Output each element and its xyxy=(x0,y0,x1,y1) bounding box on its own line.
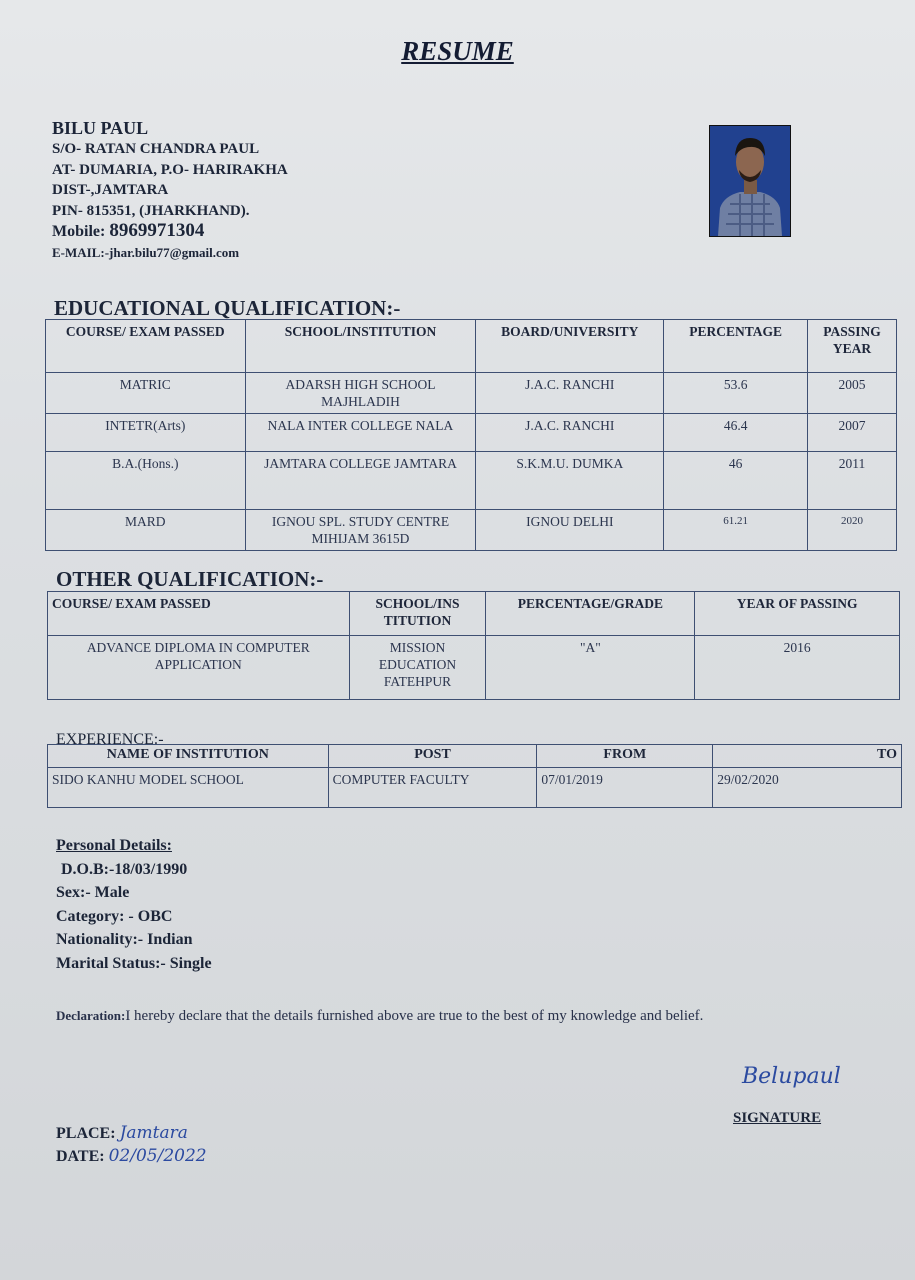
mobile-line xyxy=(52,221,288,243)
column-header: SCHOOL/INS TITUTION xyxy=(349,592,486,636)
address-line: PIN- 815351, (JHARKHAND). xyxy=(52,202,250,219)
table-cell: 07/01/2019 xyxy=(537,768,713,808)
place-date-block xyxy=(56,1122,207,1168)
education-heading: EDUCATIONAL QUALIFICATION:- xyxy=(54,296,401,320)
table-cell: 29/02/2020 xyxy=(713,768,902,808)
table-row xyxy=(46,510,897,551)
table-cell: 2005 xyxy=(808,373,897,414)
table-row xyxy=(48,768,902,808)
other-qualification-heading: OTHER QUALIFICATION:- xyxy=(56,567,324,591)
signature-label: SIGNATURE xyxy=(733,1110,822,1126)
contact-header xyxy=(52,117,288,263)
table-row xyxy=(46,452,897,510)
personal-item: D.O.B:-18/03/1990 xyxy=(61,860,188,878)
experience-heading: EXPERIENCE:- xyxy=(56,731,164,748)
table-header-row xyxy=(48,592,900,636)
date-label: DATE: xyxy=(56,1148,105,1165)
column-header: TO xyxy=(713,745,902,768)
table-cell: NALA INTER COLLEGE NALA xyxy=(245,414,476,452)
email-line: E-MAIL:-jhar.bilu77@gmail.com xyxy=(52,244,240,260)
column-header: POST xyxy=(328,745,537,768)
page-title: RESUME xyxy=(401,36,514,66)
table-cell: INTETR(Arts) xyxy=(46,414,246,452)
education-table xyxy=(45,319,897,551)
table-cell: COMPUTER FACULTY xyxy=(328,768,537,808)
profile-photo xyxy=(709,125,791,237)
experience-table xyxy=(47,744,902,808)
mobile-label: Mobile: xyxy=(52,223,106,240)
column-header: SCHOOL/INSTITUTION xyxy=(245,320,476,373)
table-cell: ADVANCE DIPLOMA IN COMPUTER APPLICATION xyxy=(48,636,350,700)
other-qualification-table xyxy=(47,591,900,700)
table-cell: MARD xyxy=(46,510,246,551)
table-cell: 2020 xyxy=(808,510,897,551)
table-cell: IGNOU DELHI xyxy=(476,510,664,551)
place-label: PLACE: xyxy=(56,1125,116,1142)
column-header: NAME OF INSTITUTION xyxy=(48,745,329,768)
table-cell: S.K.M.U. DUMKA xyxy=(476,452,664,510)
table-header-row xyxy=(48,745,902,768)
table-cell: ADARSH HIGH SCHOOL MAJHLADIH xyxy=(245,373,476,414)
table-cell: MISSION EDUCATION FATEHPUR xyxy=(349,636,486,700)
table-cell: 2016 xyxy=(695,636,900,700)
column-header: PASSING YEAR xyxy=(808,320,897,373)
personal-item: Nationality:- Indian xyxy=(56,931,193,948)
column-header: COURSE/ EXAM PASSED xyxy=(48,592,350,636)
person-photo-icon xyxy=(710,126,790,236)
table-cell: "A" xyxy=(486,636,695,700)
personal-details xyxy=(56,834,212,975)
declaration-text: I hereby declare that the details furnished above are true to the best of my knowledge and belief. xyxy=(125,1008,704,1024)
table-cell: MATRIC xyxy=(46,373,246,414)
handwritten-signature: Belupaul xyxy=(742,1064,841,1089)
personal-item: Marital Status:- Single xyxy=(56,954,212,972)
column-header: BOARD/UNIVERSITY xyxy=(476,320,664,373)
column-header: COURSE/ EXAM PASSED xyxy=(46,320,246,373)
column-header: PERCENTAGE/GRADE xyxy=(486,592,695,636)
table-row xyxy=(46,373,897,414)
column-header: YEAR OF PASSING xyxy=(695,592,900,636)
table-header-row xyxy=(46,320,897,373)
table-cell: JAMTARA COLLEGE JAMTARA xyxy=(245,452,476,510)
mobile-number: 8969971304 xyxy=(109,220,205,241)
date-value: 02/05/2022 xyxy=(108,1146,207,1166)
address-line: AT- DUMARIA, P.O- HARIRAKHA xyxy=(52,161,288,178)
table-cell: 2011 xyxy=(808,452,897,510)
table-row xyxy=(46,414,897,452)
table-cell: 46 xyxy=(664,452,808,510)
table-cell: J.A.C. RANCHI xyxy=(476,373,664,414)
personal-item: Sex:- Male xyxy=(56,884,130,901)
applicant-name: BILU PAUL xyxy=(52,118,149,138)
declaration xyxy=(56,1008,703,1025)
declaration-label: Declaration: xyxy=(56,1008,126,1023)
table-cell: 46.4 xyxy=(664,414,808,452)
address-line: S/O- RATAN CHANDRA PAUL xyxy=(52,141,260,157)
table-cell: IGNOU SPL. STUDY CENTRE MIHIJAM 3615D xyxy=(245,510,476,551)
column-header: PERCENTAGE xyxy=(664,320,808,373)
address-line: DIST-,JAMTARA xyxy=(52,182,169,198)
table-cell: J.A.C. RANCHI xyxy=(476,414,664,452)
table-cell: B.A.(Hons.) xyxy=(46,452,246,510)
column-header: FROM xyxy=(537,745,713,768)
table-cell: 2007 xyxy=(808,414,897,452)
personal-item: Category: - OBC xyxy=(56,907,173,925)
personal-details-heading: Personal Details: xyxy=(56,837,172,854)
table-cell: SIDO KANHU MODEL SCHOOL xyxy=(48,768,329,808)
table-cell: 61.21 xyxy=(664,510,808,551)
table-cell: 53.6 xyxy=(664,373,808,414)
place-value: Jamtara xyxy=(119,1123,188,1143)
table-row xyxy=(48,636,900,700)
